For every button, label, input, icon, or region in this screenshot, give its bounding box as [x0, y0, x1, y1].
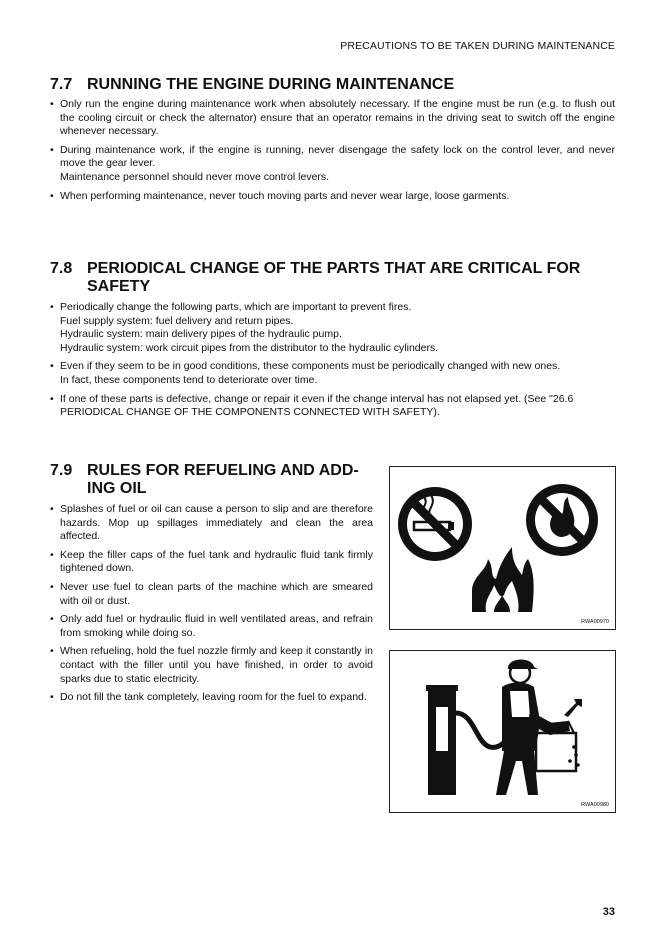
section-7-7-heading — [50, 76, 454, 94]
list-item: • Only add fuel or hydraulic fluid in well ventilated areas, and refrain from smoking while doing so. — [50, 613, 373, 640]
refueling-pictogram — [390, 651, 615, 812]
section-number: 7.7 — [50, 76, 73, 93]
section-7-8-heading — [50, 260, 580, 296]
list-item: • When performing maintenance, never touch moving parts and never wear large, loose garments. — [50, 190, 615, 204]
section-7-9-heading — [50, 462, 359, 498]
list-item: • Even if they seem to be in good conditions, these components must be periodically changed with new ones. In fact, these components tend to deteriorate over time. — [50, 360, 615, 387]
fuel-pump-icon — [426, 685, 510, 795]
list-item: • Splashes of fuel or oil can cause a person to slip and are therefore hazards. Mop up spillages immediately and clean the area affected. — [50, 503, 373, 544]
warning-pictograms — [390, 467, 615, 629]
section-title: PERIODICAL CHANGE OF THE PARTS THAT ARE CRITICAL FOR — [87, 260, 581, 277]
no-smoking-icon — [398, 487, 472, 561]
list-item: • Do not fill the tank completely, leaving room for the fuel to expand. — [50, 691, 373, 705]
flame-icon — [472, 547, 534, 612]
list-item: • Only run the engine during maintenance work when absolutely necessary. If the engine must be run (e.g. to flush out the cooling circuit or check the alternator) ensure that an operator remains in the driving seat to switch off the engine whenever necessary. — [50, 98, 615, 139]
figure-no-smoking-no-flame — [389, 466, 616, 630]
list-item: • During maintenance work, if the engine is running, never disengage the safety lock on the control lever, and never move the gear lever. Maintenance personnel should never move control levers. — [50, 144, 615, 185]
section-7-9-bullets — [50, 503, 373, 710]
figure-id: RWA00970 — [581, 619, 609, 625]
section-number: 7.9 — [50, 462, 73, 479]
page-number: 33 — [602, 906, 615, 918]
list-item: • If one of these parts is defective, change or repair it even if the change interval has not elapsed yet. (See "26.6 PERIODICAL CHANGE OF THE COMPONENTS CONNECTED WITH SAFETY). — [50, 393, 615, 420]
section-title-cont: SAFETY — [87, 278, 151, 295]
refueling-person-icon — [496, 660, 582, 796]
running-header: PRECAUTIONS TO BE TAKEN DURING MAINTENANCE — [340, 40, 615, 52]
section-7-8-bullets — [50, 301, 615, 425]
list-item: • When refueling, hold the fuel nozzle firmly and keep it constantly in contact with the filler until you have finished, in order to avoid sparks due to static electricity. — [50, 645, 373, 686]
list-item: • Periodically change the following parts, which are important to prevent fires. Fuel supply system: fuel delivery and return pipes. Hydraulic system: main delivery pipes of the hydraulic pump. Hydraulic system: work circuit pipes from the distributor to the hydraulic cylinders. — [50, 301, 615, 355]
figure-refueling — [389, 650, 616, 813]
no-open-flame-icon — [526, 484, 598, 556]
section-title: RUNNING THE ENGINE DURING MAINTENANCE — [87, 76, 455, 93]
figure-id: RWA00980 — [581, 802, 609, 808]
section-title-cont: ING OIL — [87, 480, 147, 497]
section-title: RULES FOR REFUELING AND ADD- — [87, 462, 359, 479]
list-item: • Never use fuel to clean parts of the machine which are smeared with oil or dust. — [50, 581, 373, 608]
section-number: 7.8 — [50, 260, 73, 277]
section-7-7-bullets — [50, 98, 615, 208]
list-item: • Keep the filler caps of the fuel tank and hydraulic fluid tank firmly tightened down. — [50, 549, 373, 576]
